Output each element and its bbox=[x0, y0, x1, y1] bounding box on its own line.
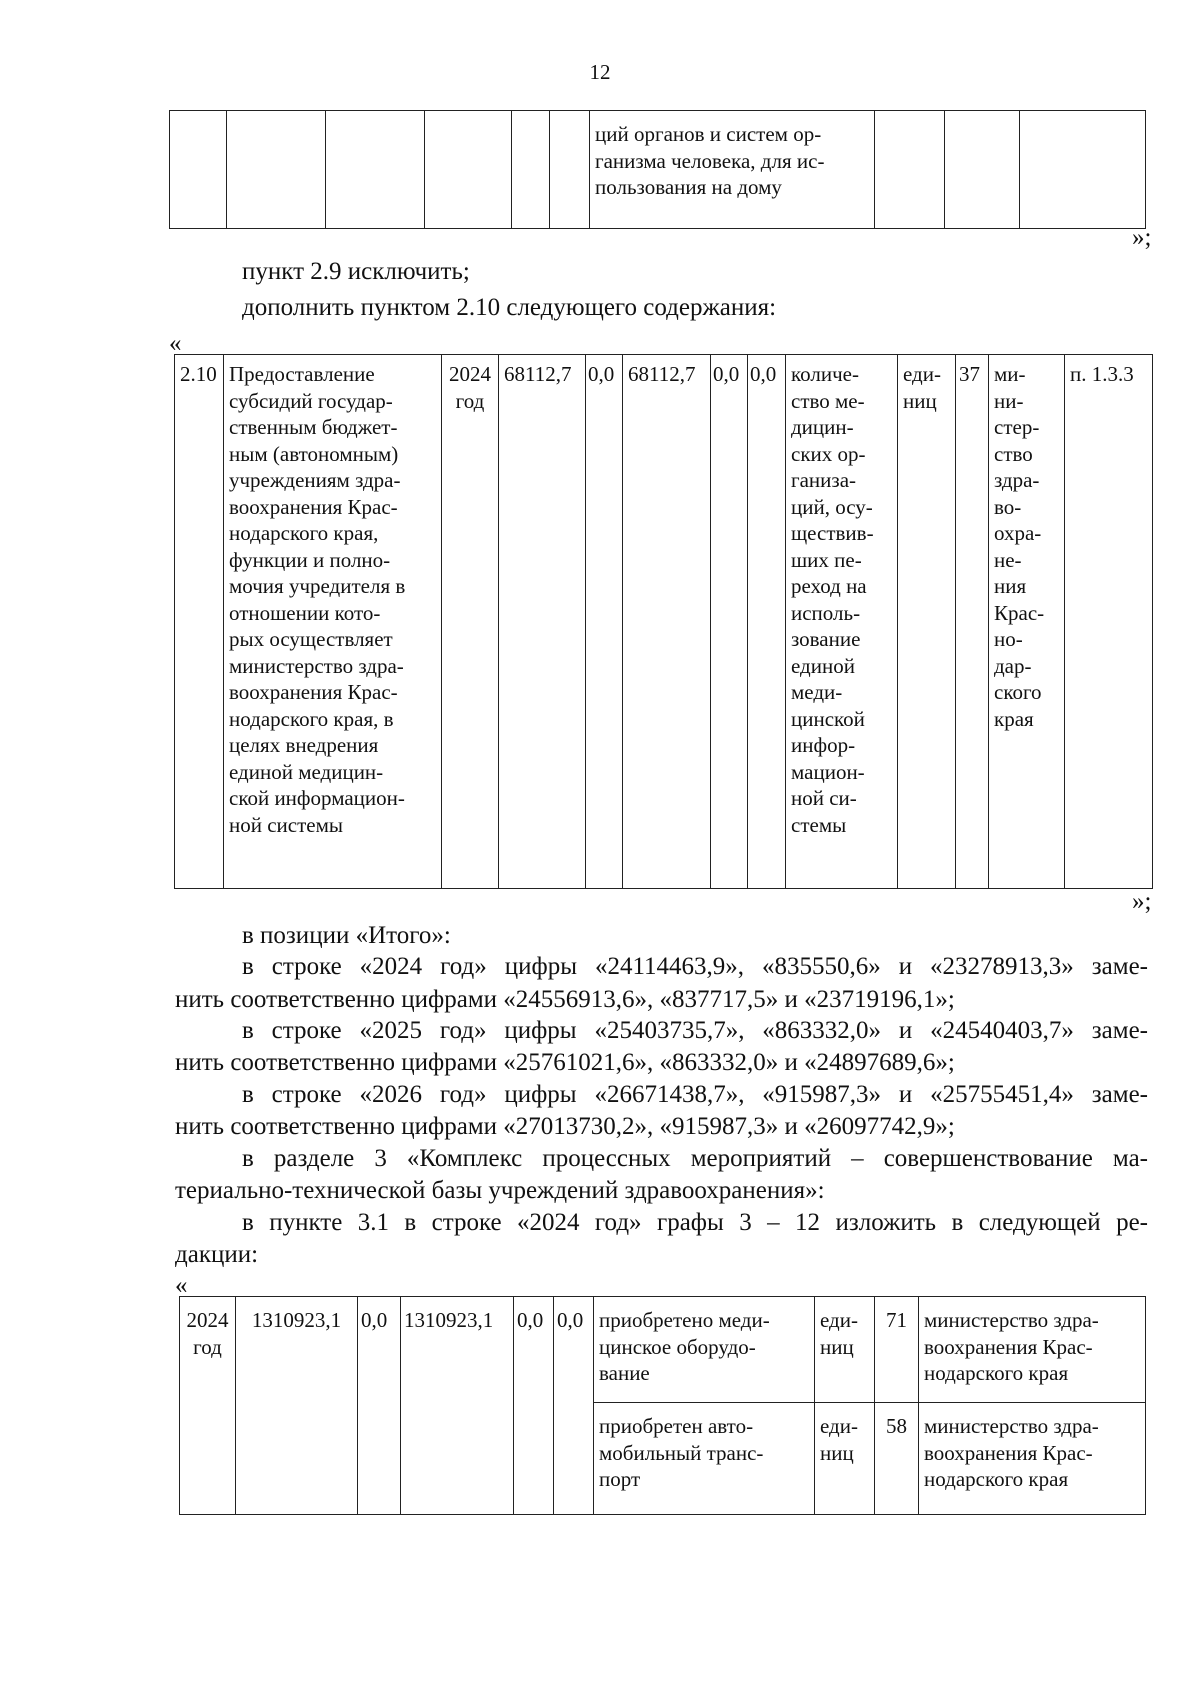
closing-quote-top: »; bbox=[1132, 224, 1152, 251]
item-name: Предоставление субсидий государ- ственным бюджет- ным (автономным) учреждениям здра- воохранения Крас- нодарского края, функции и полно- мочия учредителя в отношении кото- рых осуществляет министерство здра- воохранения Крас- нодарского края, в целях внедрения единой медицин- ской информацион- ной системы bbox=[224, 355, 442, 889]
table-top-cell-4 bbox=[425, 111, 512, 229]
item-local: 0,0 bbox=[711, 355, 748, 889]
item-total: 68112,7 bbox=[499, 355, 586, 889]
item-other: 0,0 bbox=[748, 355, 786, 889]
page-number: 12 bbox=[589, 60, 611, 84]
item-executor: ми- ни- стер- ство здра- во- охра- не- ния Крас- но- дар- ского края bbox=[989, 355, 1065, 889]
row-executor-1: министерство здра- воохранения Крас- нодарского края bbox=[919, 1297, 1146, 1403]
item-indicator: количе- ство ме- дицин- ских ор- ганиза- ций, осу- ществив- ших пе- реход на исполь- зование единой меди- цинской инфор- мацион- ной си- стемы bbox=[786, 355, 898, 889]
table-top-cell-5 bbox=[512, 111, 550, 229]
item-value: 37 bbox=[956, 355, 989, 889]
row-indicator-1: приобретено меди- цинское оборудо- вание bbox=[594, 1297, 815, 1403]
paragraph-2026-line1: в строке «2026 год» цифры «26671438,7», «915987,3» и «25755451,4» заме- bbox=[242, 1081, 1148, 1108]
paragraph-section3-line1: в разделе 3 «Комплекс процессных мероприятий – совершенствование ма- bbox=[242, 1145, 1148, 1172]
row-value-1: 71 bbox=[875, 1297, 919, 1403]
item-unit: еди- ниц bbox=[898, 355, 956, 889]
open-quote-mid: « bbox=[169, 330, 182, 357]
row-local: 0,0 bbox=[514, 1297, 554, 1515]
table-top bbox=[169, 110, 1146, 229]
table-top-cell-10 bbox=[1020, 111, 1146, 229]
paragraph-exclude-2-9: пункт 2.9 исключить; bbox=[242, 258, 470, 285]
paragraph-2025-line2: нить соответственно цифрами «25761021,6», «863332,0» и «24897689,6»; bbox=[175, 1049, 955, 1076]
paragraph-3-1-line1: в пункте 3.1 в строке «2024 год» графы 3 – 12 изложить в следующей ре- bbox=[242, 1209, 1148, 1236]
closing-quote-mid: »; bbox=[1132, 888, 1152, 915]
row-federal: 0,0 bbox=[358, 1297, 401, 1515]
row-regional: 1310923,1 bbox=[401, 1297, 514, 1515]
row-unit-2: еди- ниц bbox=[815, 1403, 875, 1515]
table-top-cell-9 bbox=[945, 111, 1020, 229]
row-value-2: 58 bbox=[875, 1403, 919, 1515]
table-top-cell-6 bbox=[550, 111, 590, 229]
paragraph-2024-line2: нить соответственно цифрами «24556913,6», «837717,5» и «23719196,1»; bbox=[175, 986, 955, 1013]
paragraph-itogo: в позиции «Итого»: bbox=[242, 922, 451, 949]
table-top-cell-2 bbox=[227, 111, 326, 229]
table-top-cell-3 bbox=[326, 111, 425, 229]
row-total: 1310923,1 bbox=[236, 1297, 358, 1515]
paragraph-section3-line2: териально-технической базы учреждений здравоохранения»: bbox=[175, 1177, 825, 1204]
table-item-3-1 bbox=[179, 1296, 1146, 1515]
row-year: 2024 год bbox=[180, 1297, 236, 1515]
row-other: 0,0 bbox=[554, 1297, 594, 1515]
item-year: 2024 год bbox=[442, 355, 499, 889]
table-top-cell-8 bbox=[875, 111, 945, 229]
item-number: 2.10 bbox=[175, 355, 224, 889]
paragraph-2025-line1: в строке «2025 год» цифры «25403735,7», «863332,0» и «24540403,7» заме- bbox=[242, 1017, 1148, 1044]
item-reference: п. 1.3.3 bbox=[1065, 355, 1153, 889]
table-top-text-cell: ций органов и систем ор- ганизма человека, для ис- пользования на дому bbox=[590, 111, 875, 229]
paragraph-2026-line2: нить соответственно цифрами «27013730,2», «915987,3» и «26097742,9»; bbox=[175, 1113, 955, 1140]
table-item-2-10 bbox=[174, 354, 1153, 889]
table-row bbox=[175, 355, 1153, 889]
open-quote-bottom: « bbox=[175, 1272, 188, 1299]
paragraph-add-2-10: дополнить пунктом 2.10 следующего содержания: bbox=[242, 294, 777, 321]
item-regional: 68112,7 bbox=[623, 355, 711, 889]
row-executor-2: министерство здра- воохранения Крас- нодарского края bbox=[919, 1403, 1146, 1515]
paragraph-2024-line1: в строке «2024 год» цифры «24114463,9», «835550,6» и «23278913,3» заме- bbox=[242, 953, 1148, 980]
paragraph-3-1-line2: дакции: bbox=[175, 1241, 259, 1268]
row-indicator-2: приобретен авто- мобильный транс- порт bbox=[594, 1403, 815, 1515]
row-unit-1: еди- ниц bbox=[815, 1297, 875, 1403]
item-federal: 0,0 bbox=[586, 355, 623, 889]
table-row bbox=[180, 1297, 1146, 1403]
table-top-cell-1 bbox=[170, 111, 227, 229]
